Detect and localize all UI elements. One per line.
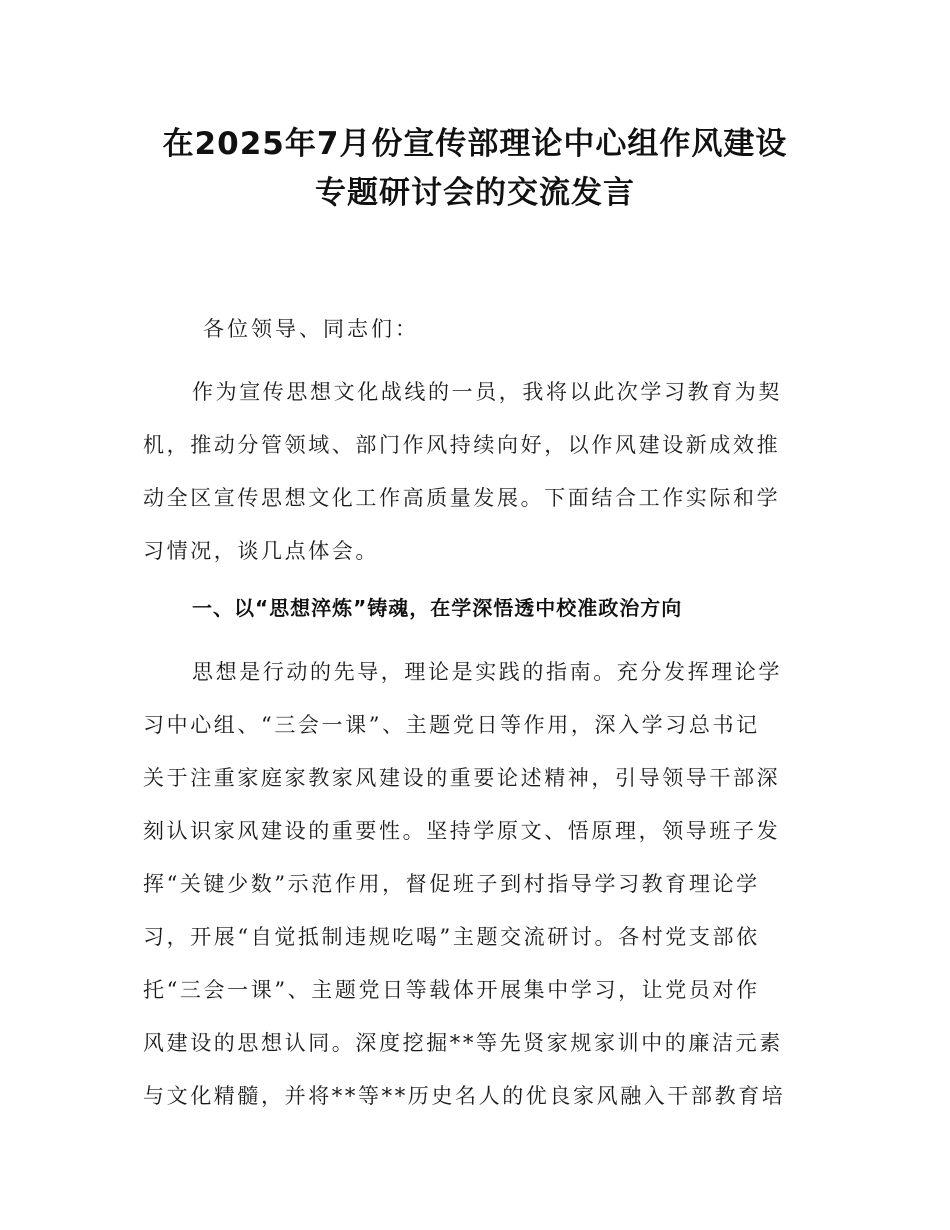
document-title-line-1: 在2025年7月份宣传部理论中心组作风建设 — [162, 126, 788, 162]
document-title-line-2: 专题研讨会的交流发言 — [315, 175, 635, 211]
intro-line: 习情况，谈几点体会。 — [143, 539, 379, 563]
intro-line: 机，推动分管领域、部门作风持续向好，以作风建设新成效推 — [143, 433, 781, 457]
section-1-line: 托“三会一课”、主题党日等载体开展集中学习，让党员对作 — [143, 978, 760, 1002]
section-1-line: 挥“关键少数”示范作用，督促班子到村指导学习教育理论学 — [143, 872, 760, 896]
section-1-line: 习中心组、“三会一课”、主题党日等作用，深入学习总书记 — [143, 713, 760, 737]
section-1-heading: 一、以“思想淬炼”铸魂，在学深悟透中校准政治方向 — [192, 596, 683, 620]
section-1-line: 与文化精髓，并将**等**历史名人的优良家风融入干部教育培 — [143, 1084, 786, 1108]
section-1-line: 关于注重家庭家教家风建设的重要论述精神，引导领导干部深 — [143, 766, 781, 790]
intro-line: 动全区宣传思想文化工作高质量发展。下面结合工作实际和学 — [143, 486, 781, 510]
intro-line: 作为宣传思想文化战线的一员，我将以此次学习教育为契 — [192, 380, 782, 404]
salutation: 各位领导、同志们： — [203, 317, 419, 341]
section-1-line: 风建设的思想认同。深度挖掘**等先贤家规家训中的廉洁元素 — [143, 1031, 783, 1055]
section-1-line: 思想是行动的先导，理论是实践的指南。充分发挥理论学 — [192, 660, 782, 684]
section-1-line: 刻认识家风建设的重要性。坚持学原文、悟原理，领导班子发 — [143, 819, 781, 843]
section-1-line: 习，开展“自觉抵制违规吃喝”主题交流研讨。各村党支部依 — [143, 925, 760, 949]
